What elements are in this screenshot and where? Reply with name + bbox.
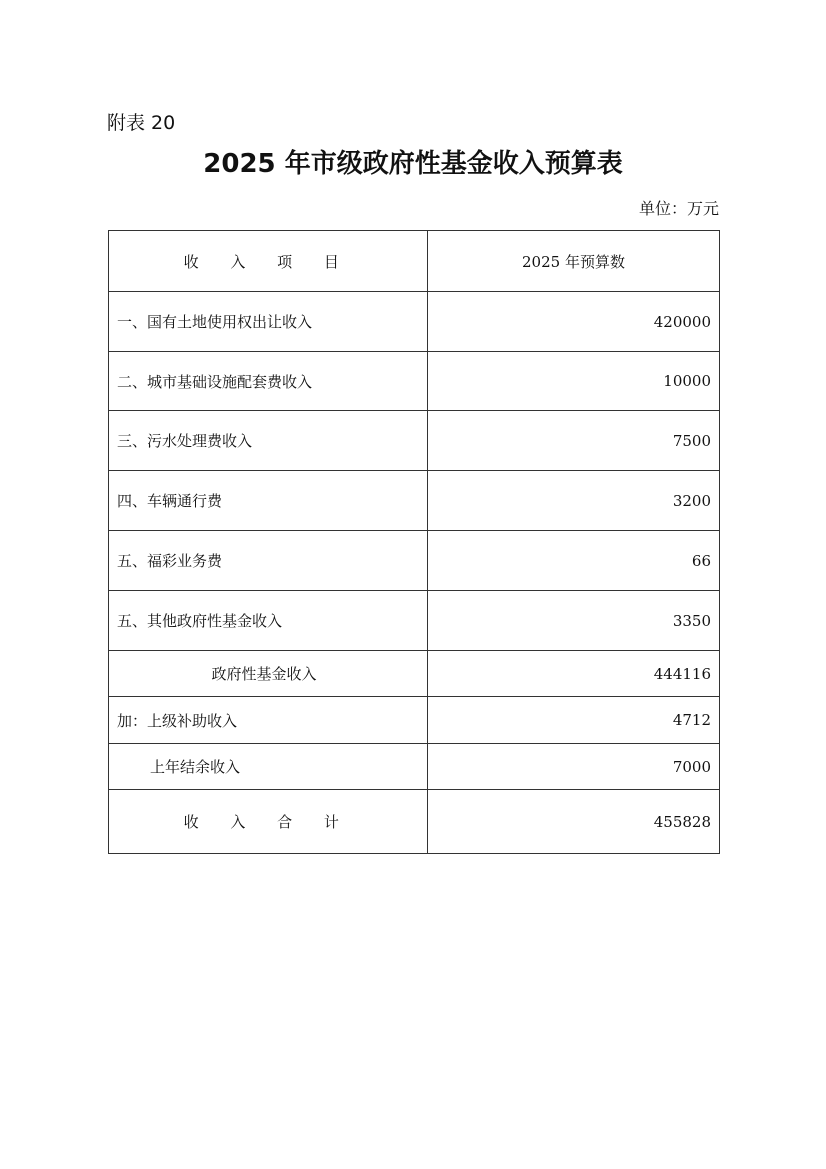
table-row <box>109 292 720 352</box>
row-item-cell: 一、国有土地使用权出让收入 <box>109 292 428 352</box>
header-item-cell <box>109 231 428 292</box>
total-item-cell <box>109 790 428 854</box>
row-value-cell: 3350 <box>428 591 720 651</box>
addition-row <box>109 744 720 790</box>
row-item-cell: 五、其他政府性基金收入 <box>109 591 428 651</box>
addition-item-cell: 加：上级补助收入 <box>109 697 428 744</box>
document-title: 2025 年市级政府性基金收入预算表 <box>203 149 623 179</box>
addition-value-cell: 7000 <box>428 744 720 790</box>
row-item-cell: 四、车辆通行费 <box>109 471 428 531</box>
table-row <box>109 352 720 411</box>
row-item-cell: 三、污水处理费收入 <box>109 411 428 471</box>
table-row <box>109 411 720 471</box>
total-item-label: 收 入 合 计 <box>183 813 353 831</box>
addition-row <box>109 697 720 744</box>
header-item-label: 收 入 项 目 <box>183 252 353 271</box>
subtotal-item-cell: 政府性基金收入 <box>109 651 428 697</box>
addition-value-cell: 4712 <box>428 697 720 744</box>
subtotal-row <box>109 651 720 697</box>
row-value-cell: 3200 <box>428 471 720 531</box>
total-value-cell: 455828 <box>428 790 720 854</box>
row-value-cell: 420000 <box>428 292 720 352</box>
subtotal-value-cell: 444116 <box>428 651 720 697</box>
row-value-cell: 10000 <box>428 352 720 411</box>
addition-item-cell: 上年结余收入 <box>109 744 428 790</box>
row-value-cell: 7500 <box>428 411 720 471</box>
unit-label: 单位：万元 <box>638 199 719 218</box>
table-row <box>109 591 720 651</box>
attachment-label: 附表 20 <box>107 112 176 134</box>
total-row <box>109 790 720 854</box>
table-header-row <box>109 231 720 292</box>
table-row <box>109 531 720 591</box>
row-value-cell: 66 <box>428 531 720 591</box>
row-item-cell: 五、福彩业务费 <box>109 531 428 591</box>
header-value-cell: 2025 年预算数 <box>428 231 720 292</box>
budget-table <box>108 230 720 854</box>
table-row <box>109 471 720 531</box>
row-item-cell: 二、城市基础设施配套费收入 <box>109 352 428 411</box>
